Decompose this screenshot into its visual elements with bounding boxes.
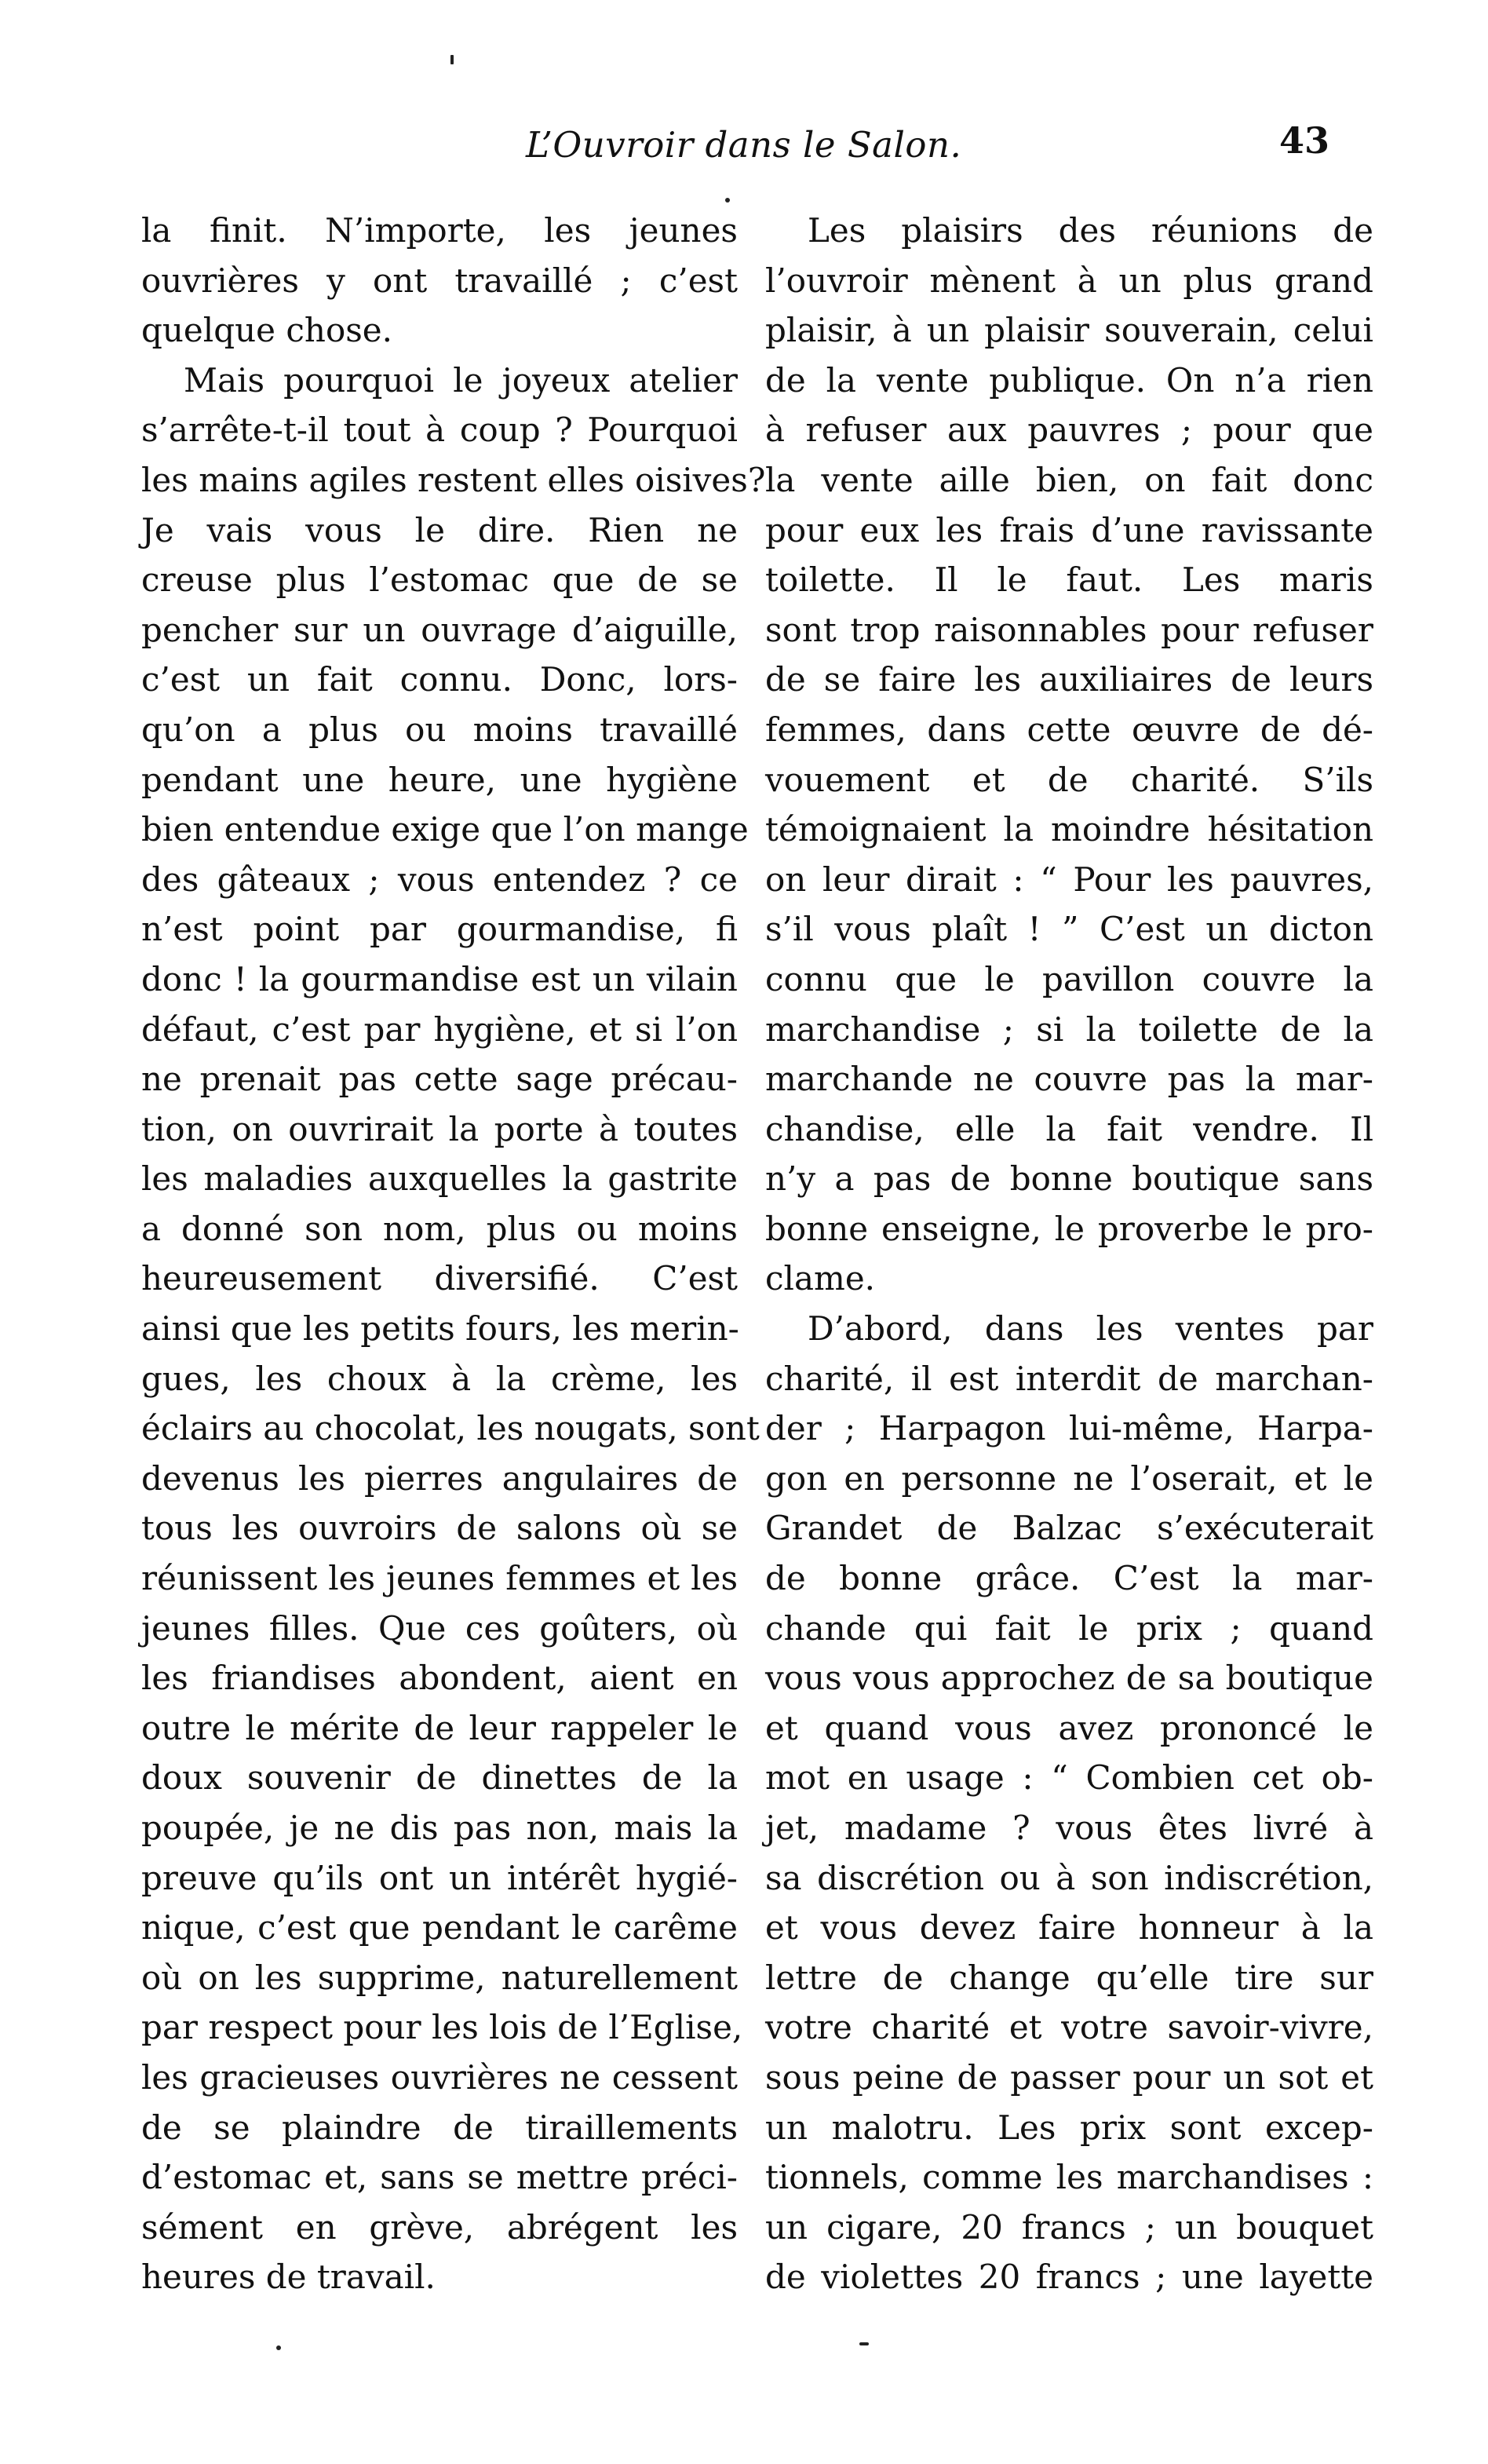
text-line: s’arrête-t-il tout à coup ? Pourquoi — [141, 411, 738, 450]
text-line: n’est point par gourmandise, fi — [141, 910, 738, 949]
running-head-title: L’Ouvroir dans le Salon. — [526, 124, 962, 166]
text-line: par respect pour les lois de l’Eglise, — [141, 2008, 743, 2047]
text-line: à refuser aux pauvres ; pour que — [765, 411, 1373, 450]
text-line: c’est un fait connu. Donc, lors- — [141, 660, 738, 699]
printer-mark — [450, 55, 454, 64]
text-line: vous vous approchez de sa boutique — [765, 1659, 1373, 1698]
text-line: tous les ouvroirs de salons où se — [141, 1509, 738, 1548]
text-line: ouvrières y ont travaillé ; c’est — [141, 261, 738, 300]
text-line: preuve qu’ils ont un intérêt hygié- — [141, 1858, 738, 1897]
page-number: 43 — [1279, 119, 1330, 162]
text-line: der ; Harpagon lui-même, Harpa- — [765, 1409, 1373, 1448]
text-line: jet, madame ? vous êtes livré à — [765, 1809, 1373, 1847]
text-line: devenus les pierres angulaires de — [141, 1458, 738, 1498]
text-line: Je vais vous le dire. Rien ne — [141, 510, 738, 549]
text-line: nique, c’est que pendant le carême — [141, 1908, 738, 1947]
text-line: D’abord, dans les ventes par — [808, 1309, 1373, 1349]
text-line: bonne enseigne, le proverbe le pro- — [765, 1209, 1373, 1248]
text-line: tionnels, comme les marchandises : — [765, 2158, 1373, 2197]
text-line: marchande ne couvre pas la mar- — [765, 1060, 1373, 1099]
text-line: chande qui fait le prix ; quand — [765, 1608, 1373, 1648]
text-line: tion, on ouvrirait la porte à toutes — [141, 1109, 738, 1148]
text-line: pendant une heure, une hygiène — [141, 760, 738, 799]
right-text-column — [765, 206, 1373, 2302]
text-line: où on les supprime, naturellement — [141, 1958, 738, 1997]
text-line: toilette. Il le faut. Les maris — [765, 560, 1373, 600]
text-line: de violettes 20 francs ; une layette — [765, 2258, 1373, 2297]
text-line: sa discrétion ou à son indiscrétion, — [765, 1858, 1373, 1897]
text-line: s’il vous plaît ! ” C’est un dicton — [765, 910, 1373, 949]
text-line: gon en personne ne l’oserait, et le — [765, 1458, 1373, 1498]
text-line: sous peine de passer pour un sot et — [765, 2057, 1373, 2097]
text-line: poupée, je ne dis pas non, mais la — [141, 1809, 738, 1847]
text-line: pencher sur un ouvrage d’aiguille, — [141, 610, 738, 649]
text-line: heures de travail. — [141, 2258, 436, 2297]
text-line: sément en grève, abrégent les — [141, 2207, 738, 2247]
text-line: les friandises abondent, aient en — [141, 1659, 738, 1698]
text-line: de bonne grâce. C’est la mar- — [765, 1559, 1373, 1598]
text-line: de la vente publique. On n’a rien — [765, 360, 1373, 400]
text-line: et vous devez faire honneur à la — [765, 1908, 1373, 1947]
text-line: un malotru. Les prix sont excep- — [765, 2108, 1373, 2147]
text-line: ne prenait pas cette sage précau- — [141, 1060, 738, 1099]
text-line: connu que le pavillon couvre la — [765, 959, 1373, 998]
text-line: Les plaisirs des réunions de — [808, 211, 1373, 250]
text-line: heureusement diversifié. C’est — [141, 1259, 738, 1298]
text-line: chandise, elle la fait vendre. Il — [765, 1109, 1373, 1148]
text-line: clame. — [765, 1259, 876, 1298]
text-line: un cigare, 20 francs ; un bouquet — [765, 2207, 1373, 2247]
text-line: marchandise ; si la toilette de la — [765, 1009, 1373, 1049]
text-line: femmes, dans cette œuvre de dé- — [765, 710, 1373, 749]
text-line: les maladies auxquelles la gastrite — [141, 1159, 738, 1199]
text-line: éclairs au chocolat, les nougats, sont — [141, 1409, 760, 1448]
text-line: ainsi que les petits fours, les merin- — [141, 1309, 739, 1349]
text-line: jeunes filles. Que ces goûters, où — [141, 1608, 738, 1648]
text-line: l’ouvroir mènent à un plus grand — [765, 261, 1373, 300]
text-line: plaisir, à un plaisir souverain, celui — [765, 311, 1373, 350]
text-line: n’y a pas de bonne boutique sans — [765, 1159, 1373, 1199]
text-line: de se faire les auxiliaires de leurs — [765, 660, 1373, 699]
text-line: témoignaient la moindre hésitation — [765, 810, 1373, 849]
text-line: les gracieuses ouvrières ne cessent — [141, 2057, 738, 2097]
text-line: d’estomac et, sans se mettre préci- — [141, 2158, 738, 2197]
text-line: donc ! la gourmandise est un vilain — [141, 959, 738, 998]
text-line: les mains agiles restent elles oisives? — [141, 460, 766, 499]
text-line: outre le mérite de leur rappeler le — [141, 1708, 738, 1747]
text-line: creuse plus l’estomac que de se — [141, 560, 738, 600]
text-line: la finit. N’importe, les jeunes — [141, 211, 738, 250]
text-line: qu’on a plus ou moins travaillé — [141, 710, 738, 749]
text-line: sont trop raisonnables pour refuser — [765, 610, 1373, 649]
text-line: quelque chose. — [141, 311, 392, 350]
ink-dot — [859, 2342, 869, 2345]
left-text-column — [141, 206, 766, 2302]
text-line: lettre de change qu’elle tire sur — [765, 1958, 1373, 1997]
ink-dot — [276, 2345, 281, 2350]
text-line: de se plaindre de tiraillements — [141, 2108, 738, 2147]
text-line: a donné son nom, plus ou moins — [141, 1209, 738, 1248]
text-line: vouement et de charité. S’ils — [765, 760, 1373, 799]
text-line: charité, il est interdit de marchan- — [765, 1359, 1373, 1398]
text-line: des gâteaux ; vous entendez ? ce — [141, 860, 738, 899]
text-line: Grandet de Balzac s’exécuterait — [765, 1509, 1373, 1548]
text-line: votre charité et votre savoir-vivre, — [765, 2008, 1373, 2047]
text-line: Mais pourquoi le joyeux atelier — [184, 360, 738, 400]
text-line: pour eux les frais d’une ravissante — [765, 510, 1373, 549]
text-line: et quand vous avez prononcé le — [765, 1708, 1373, 1747]
text-line: mot en usage : “ Combien cet ob- — [765, 1758, 1373, 1798]
ink-dot — [725, 198, 730, 203]
text-line: bien entendue exige que l’on mange — [141, 810, 749, 849]
text-line: la vente aille bien, on fait donc — [765, 460, 1373, 499]
text-line: doux souvenir de dinettes de la — [141, 1758, 738, 1798]
text-line: réunissent les jeunes femmes et les — [141, 1559, 738, 1598]
text-line: on leur dirait : “ Pour les pauvres, — [765, 860, 1373, 899]
text-line: gues, les choux à la crème, les — [141, 1359, 738, 1398]
text-line: défaut, c’est par hygiène, et si l’on — [141, 1009, 738, 1049]
